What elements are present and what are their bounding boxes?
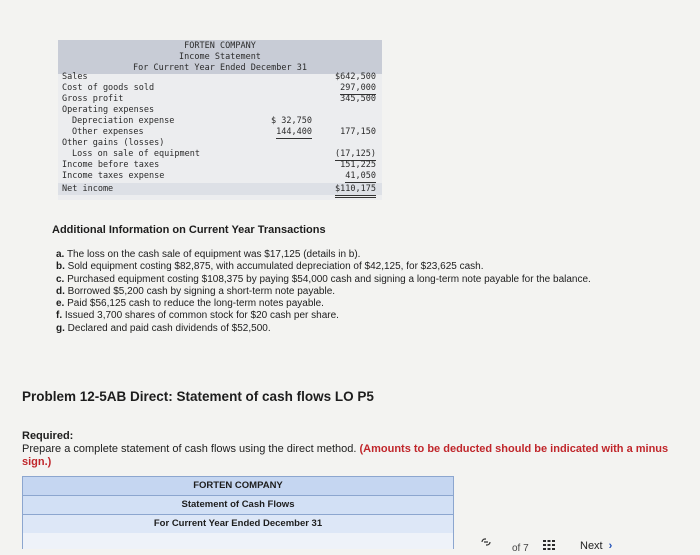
required-text: Prepare a complete statement of cash flows using the direct method.: [22, 443, 357, 455]
row-total: 297,000: [340, 83, 376, 93]
list-item: d. Borrowed $5,200 cash by signing a short-term note payable.: [56, 285, 336, 297]
required-note: (Amounts to be deducted should be indicated with a minus sign.): [22, 443, 669, 468]
table-row: [58, 183, 382, 195]
list-item: g. Declared and paid cash dividends of $52,500.: [56, 322, 271, 334]
row-total: 151,225: [340, 160, 376, 170]
row-total: 41,050: [345, 171, 376, 181]
row-label: Gross profit: [62, 94, 124, 104]
required-section: [22, 430, 692, 469]
additional-info-list: [56, 249, 591, 335]
income-statement-period: For Current Year Ended December 31: [133, 63, 307, 73]
cash-flow-statement: [22, 476, 454, 555]
problem-title: Problem 12-5AB Direct: Statement of cash flows LO P5: [22, 389, 374, 404]
row-label: Other gains (losses): [62, 138, 165, 148]
next-button[interactable]: [580, 540, 612, 552]
page-indicator: of 7: [512, 543, 529, 554]
row-total: 345,500: [340, 94, 376, 104]
list-item: b. Sold equipment costing $82,875, with accumulated depreciation of $42,125, for $23,625 cash.: [56, 261, 484, 273]
row-label: Operating expenses: [62, 105, 155, 115]
cash-flow-company: FORTEN COMPANY: [22, 476, 454, 495]
row-label: Depreciation expense: [72, 116, 175, 126]
next-button-label: Next: [580, 540, 603, 552]
row-total: $642,500: [335, 72, 376, 82]
income-statement: [58, 40, 382, 200]
table-row: [58, 170, 382, 182]
list-item: f. Issued 3,700 shares of common stock for $20 cash per share.: [56, 310, 339, 322]
row-label: Loss on sale of equipment: [72, 149, 200, 159]
list-item: a. The loss on the cash sale of equipment was $17,125 (details in b).: [56, 249, 361, 260]
list-item: c. Purchased equipment costing $108,375 by paying $54,000 cash and signing a long-term note payable for the balance.: [56, 273, 591, 285]
grid-icon[interactable]: [543, 540, 555, 553]
cash-flow-period: For Current Year Ended December 31: [22, 514, 454, 533]
list-item: e. Paid $56,125 cash to reduce the long-term notes payable.: [56, 298, 324, 310]
income-statement-header: [58, 40, 382, 74]
link-icon[interactable]: [480, 537, 492, 550]
chevron-right-icon: ›: [608, 540, 613, 552]
row-label: Income before taxes: [62, 160, 160, 170]
cash-flow-body: [22, 533, 454, 549]
row-total: $110,175: [335, 183, 376, 198]
row-label: Net income: [62, 184, 114, 194]
income-statement-company: FORTEN COMPANY: [184, 41, 256, 51]
row-label: Cost of goods sold: [62, 83, 155, 93]
row-label: Income taxes expense: [62, 171, 165, 181]
additional-info-title: Additional Information on Current Year Transactions: [52, 224, 326, 236]
row-total: (17,125): [335, 149, 376, 159]
row-total: 177,150: [340, 127, 376, 137]
row-amount: 144,400: [276, 127, 312, 137]
row-label: Sales: [62, 72, 88, 82]
required-label: Required:: [22, 430, 74, 442]
cash-flow-title: Statement of Cash Flows: [22, 495, 454, 514]
row-amount: $ 32,750: [271, 116, 312, 126]
income-statement-title: Income Statement: [179, 52, 261, 62]
row-label: Other expenses: [72, 127, 144, 137]
